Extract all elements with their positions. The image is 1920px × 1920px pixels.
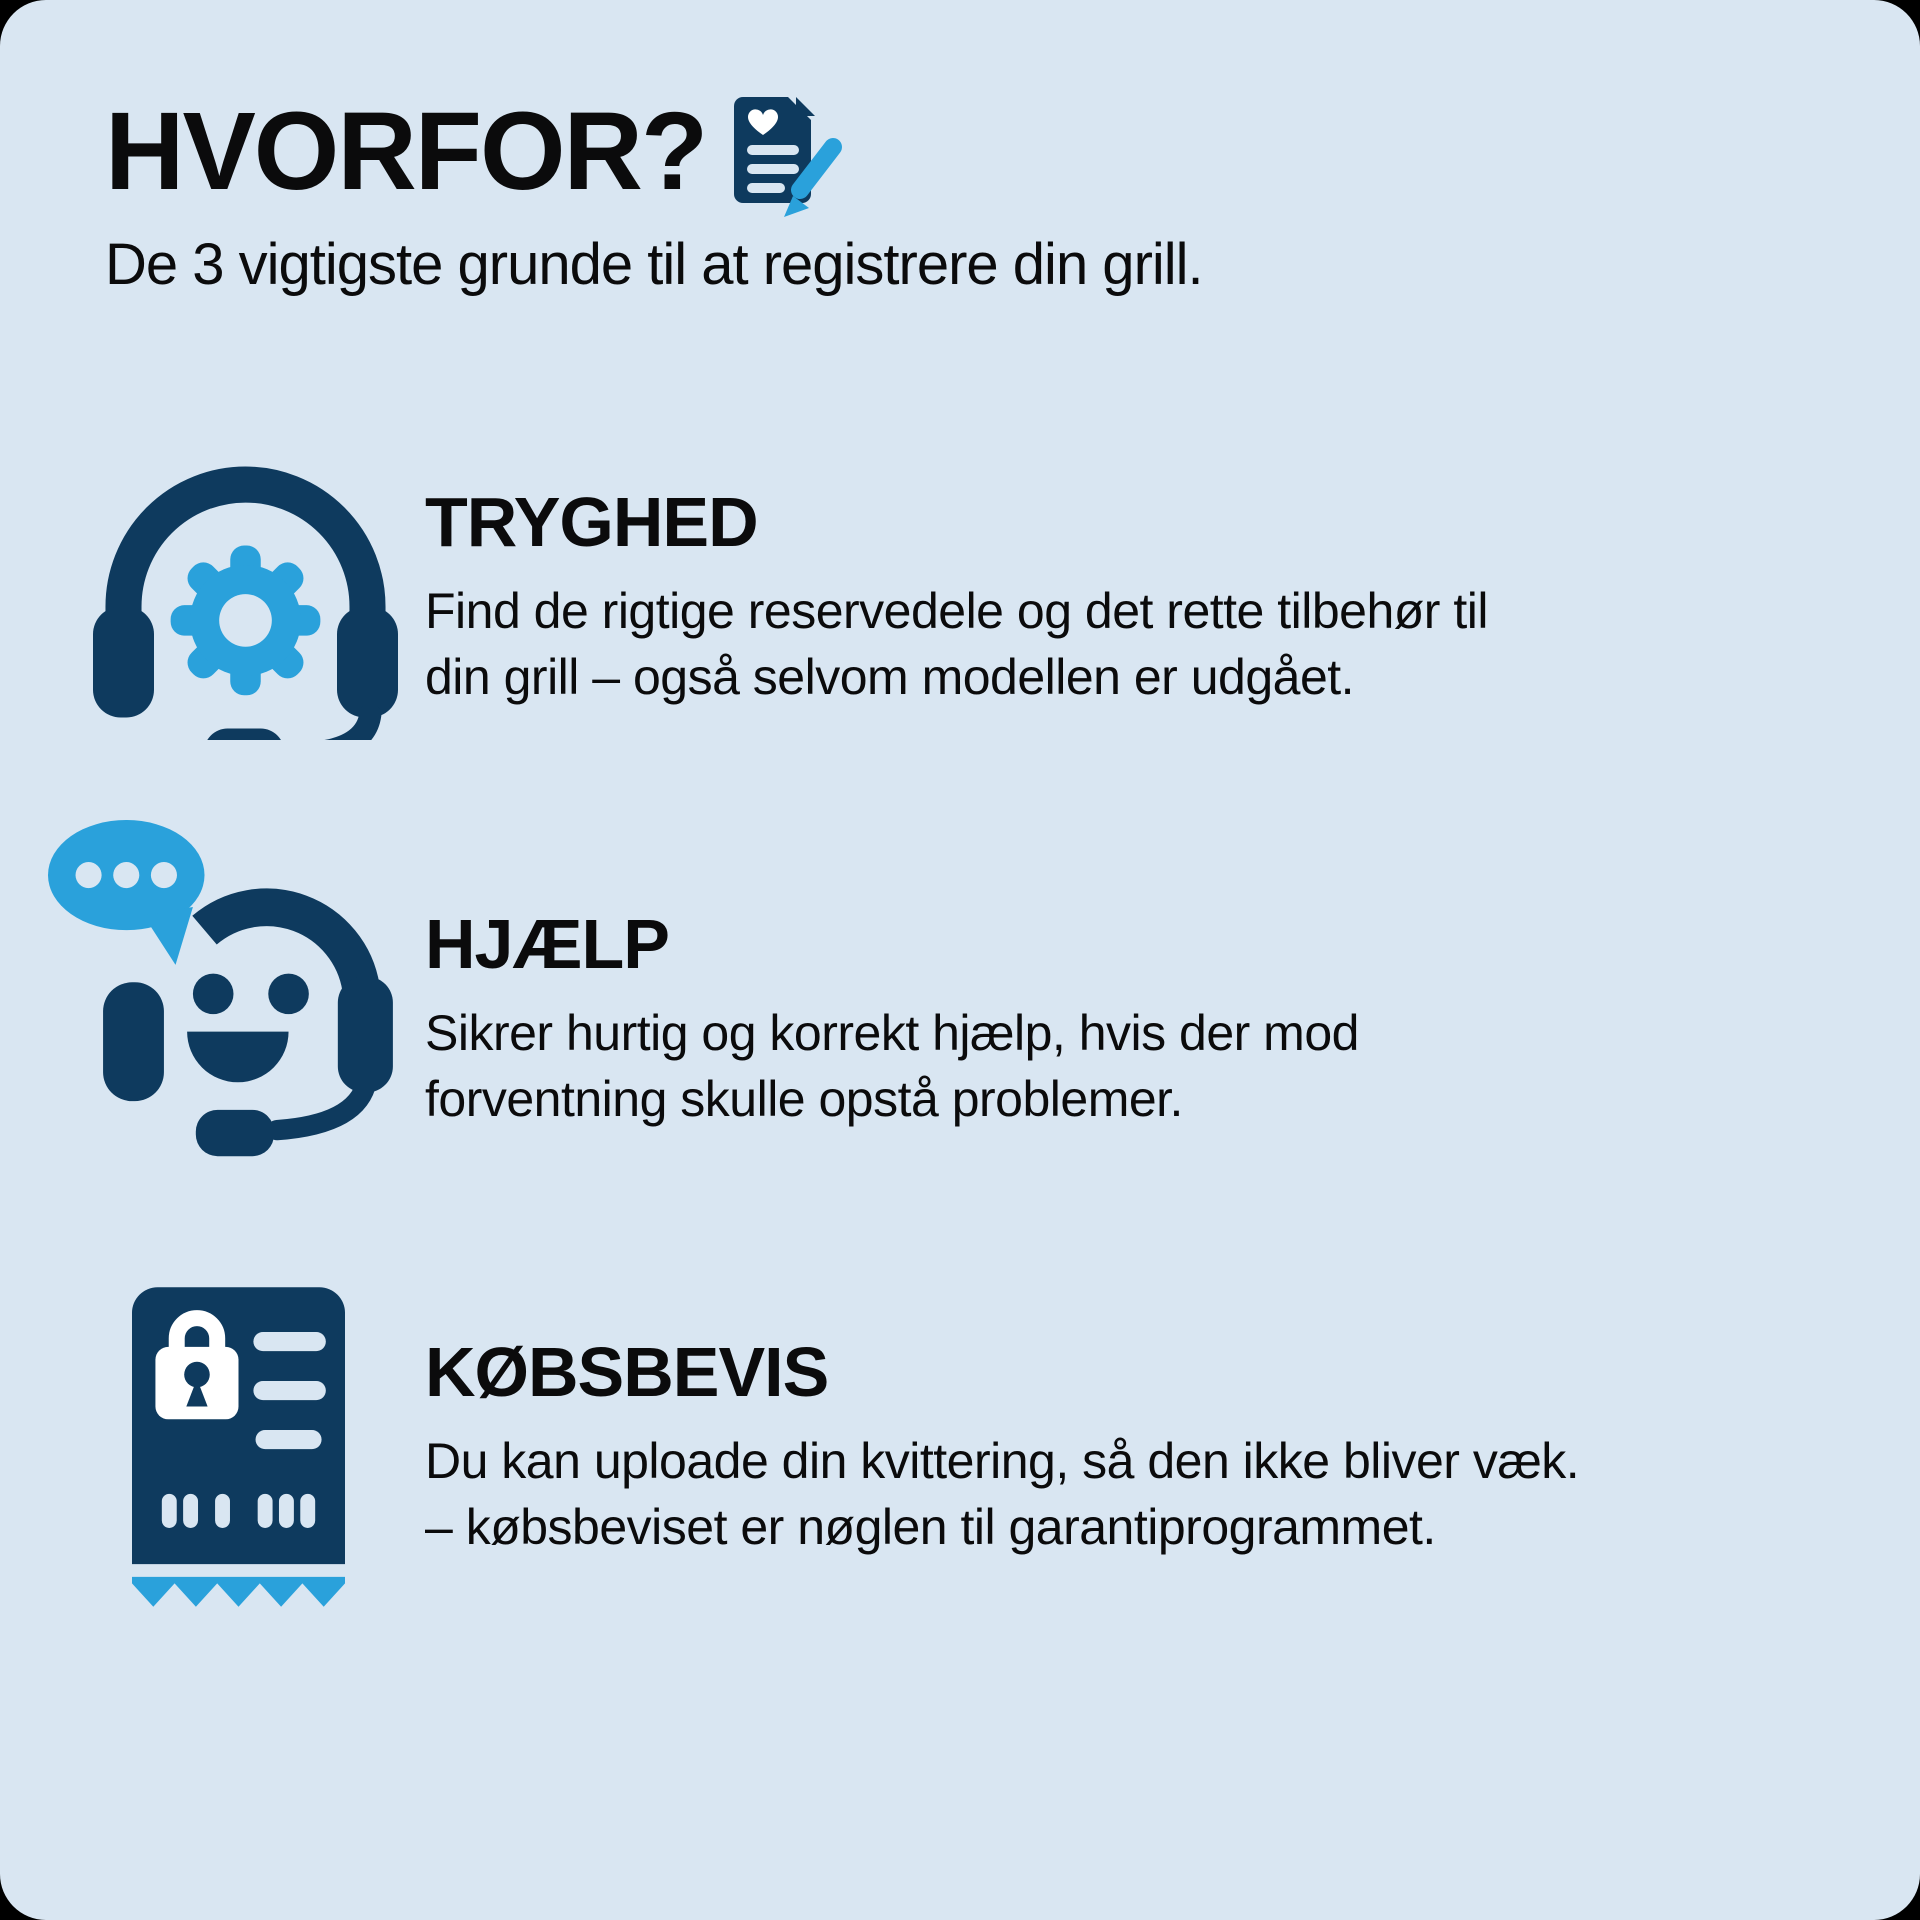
section-heading: HJÆLP <box>425 905 669 983</box>
section-description <box>425 1428 1579 1560</box>
receipt-lock-icon <box>132 1287 345 1612</box>
page-title: HVORFOR? <box>105 90 707 213</box>
description-line: din grill – også selvom modellen er udgået. <box>425 649 1355 705</box>
headset-gear-icon <box>93 462 398 745</box>
description-line: Du kan uploade din kvittering, så den ikke bliver væk. <box>425 1433 1580 1489</box>
description-line: forventning skulle opstå problemer. <box>425 1071 1183 1127</box>
description-line: Sikrer hurtig og korrekt hjælp, hvis der mod <box>425 1005 1359 1061</box>
description-line: Find de rigtige reservedele og det rette tilbehør til <box>425 583 1488 639</box>
page-subtitle: De 3 vigtigste grunde til at registrere din grill. <box>105 232 1203 297</box>
section-description <box>425 1000 1359 1132</box>
section-heading: TRYGHED <box>425 483 758 561</box>
section-heading: KØBSBEVIS <box>425 1333 829 1411</box>
header <box>105 90 847 224</box>
section-description <box>425 578 1488 710</box>
document-pencil-icon <box>734 97 847 224</box>
support-chat-icon <box>45 820 393 1167</box>
section-koebsbevis <box>425 1330 1579 1560</box>
section-tryghed <box>425 480 1488 710</box>
section-hjaelp <box>425 902 1359 1132</box>
description-line: – købsbeviset er nøglen til garantiprogrammet. <box>425 1499 1436 1555</box>
